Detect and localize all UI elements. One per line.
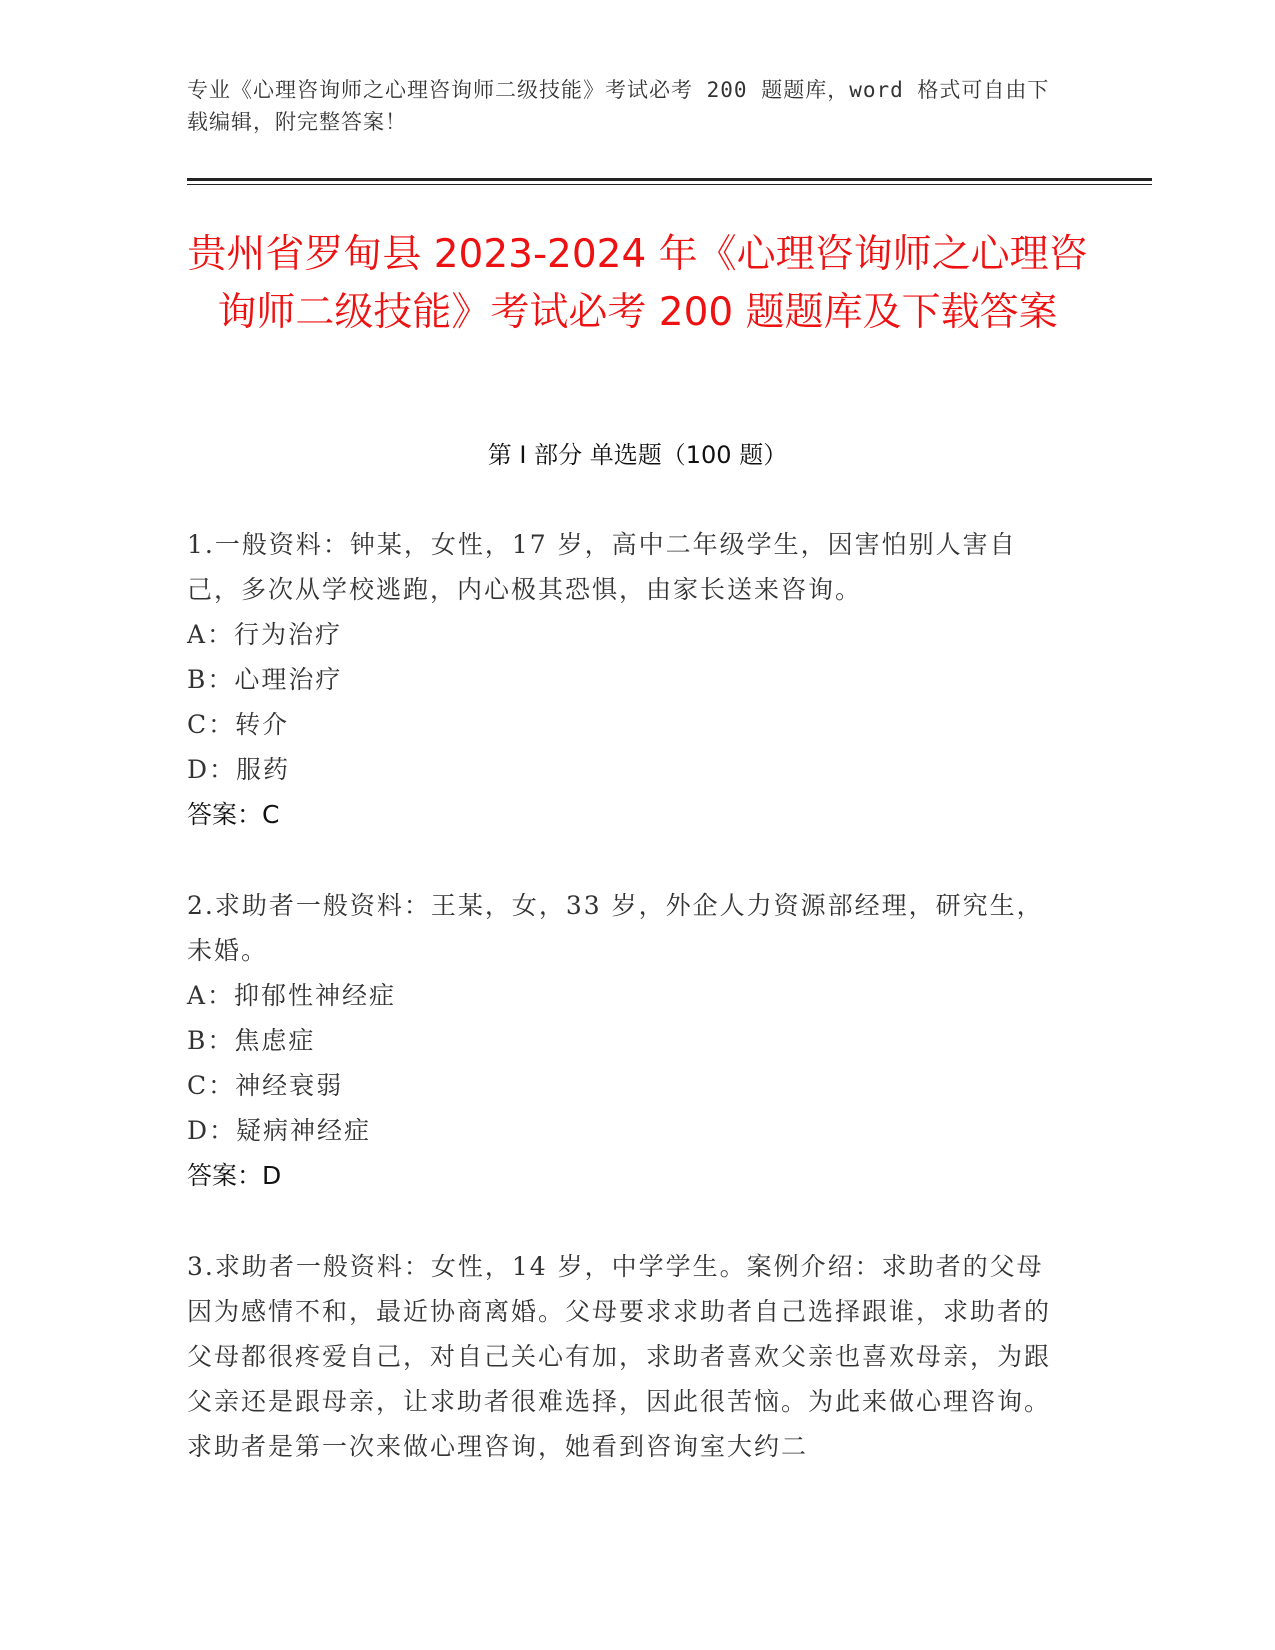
- header-description: 专业《心理咨询师之心理咨询师二级技能》考试必考 200 题题库，word 格式可自由下载编辑，附完整答案！: [187, 78, 1050, 134]
- option-c: C：神经衰弱: [187, 1071, 344, 1100]
- option-a: A：行为治疗: [187, 620, 343, 649]
- question-stem: 2.求助者一般资料：王某，女，33 岁，外企人力资源部经理，研究生，未婚。: [187, 891, 1044, 965]
- option-c: C：转介: [187, 710, 290, 739]
- answer: 答案：C: [187, 800, 280, 829]
- option-b: B：焦虑症: [187, 1026, 316, 1055]
- document-title: 贵州省罗甸县 2023-2024 年《心理咨询师之心理咨询师二级技能》考试必考 200 题题库及下载答案: [187, 232, 1088, 335]
- option-b: B：心理治疗: [187, 665, 343, 694]
- answer: 答案：D: [187, 1161, 282, 1190]
- question-3: [187, 1244, 1067, 1469]
- question-stem: 3.求助者一般资料：女性，14 岁，中学学生。案例介绍：求助者的父母因为感情不和，最近协商离婚。父母要求求助者自己选择跟谁，求助者的父母都很疼爱自己，对自己关心有加，求助者喜欢父亲也喜欢母亲，为跟父亲还是跟母亲，让求助者很难选择，因此很苦恼。为此来做心理咨询。求助者是第一次来做心理咨询，她看到咨询室大约二: [187, 1252, 1052, 1461]
- option-d: D：服药: [187, 755, 291, 784]
- section-title: 第 I 部分 单选题（100 题）: [487, 441, 788, 469]
- option-d: D：疑病神经症: [187, 1116, 372, 1145]
- question-2: [187, 883, 1067, 1198]
- question-stem: 1.一般资料：钟某，女性，17 岁，高中二年级学生，因害怕别人害自己，多次从学校逃跑，内心极其恐惧，由家长送来咨询。: [187, 530, 1017, 604]
- question-1: [187, 522, 1067, 837]
- header-divider-thick: [187, 178, 1152, 181]
- option-a: A：抑郁性神经症: [187, 981, 397, 1010]
- header-divider-thin: [187, 184, 1152, 185]
